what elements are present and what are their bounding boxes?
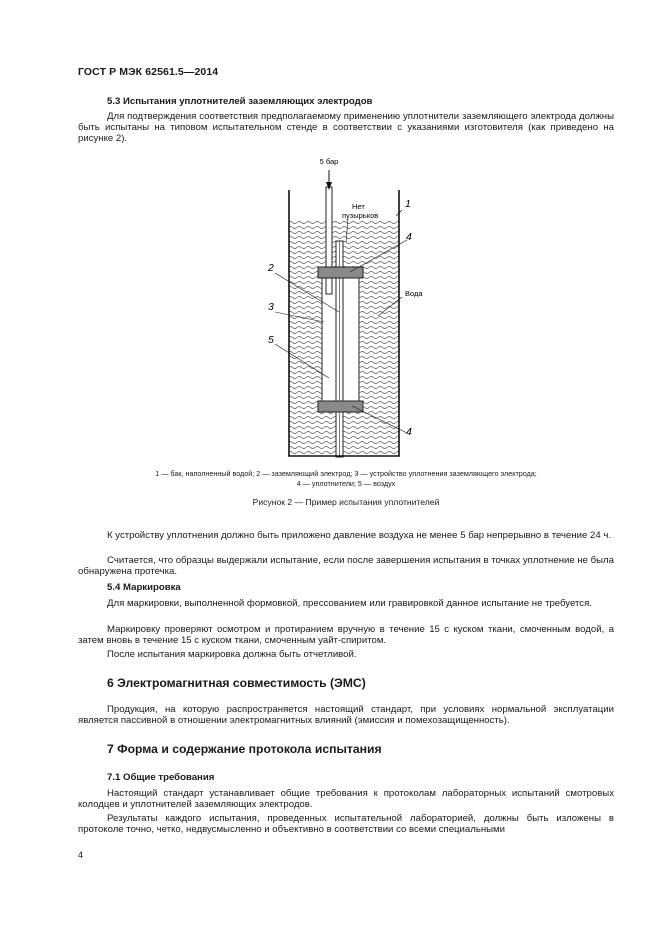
figure-caption-line-2: 4 — уплотнители; 5 — воздух: [296, 479, 396, 488]
section-5-3-paragraph: Для подтверждения соответствия предполагаемому применению уплотнители заземляющего электрода должны быть испытаны на типовом испытательном стенде в соответствии с указаниями изготовителя (как приведено на рисунке 2).: [78, 111, 614, 145]
label-num-5: 5: [268, 334, 274, 346]
section-5-4-paragraph-1: Для маркировки, выполненной формовкой, прессованием или гравировкой данное испытание не требуется.: [107, 598, 592, 609]
paragraph-pressure: К устройству уплотнения должно быть приложено давление воздуха не менее 5 бар непрерывно в течение 24 ч.: [107, 530, 611, 541]
section-5-3-title: 5.3 Испытания уплотнителей заземляющих электродов: [107, 96, 373, 107]
section-5-4-paragraph-3: После испытания маркировка должна быть отчетливой.: [107, 649, 357, 660]
label-water: Вода: [405, 289, 423, 298]
section-7-1-paragraph-1: Настоящий стандарт устанавливает общие требования к протоколам лабораторных испытаний смотровых колодцев и уплотнителей заземляющих электродов.: [78, 788, 614, 811]
section-5-4-title: 5.4 Маркировка: [107, 582, 181, 593]
label-num-2: 2: [268, 262, 274, 274]
test-stand-figure: [255, 150, 455, 465]
section-5-4-paragraph-2: Маркировку проверяют осмотром и протиранием вручную в течение 15 с куском ткани, смоченным водой, а затем вновь в течение 15 с куском ткани, смоченным уайт-спиритом.: [78, 624, 614, 647]
figure-title: Рисунок 2 — Пример испытания уплотнителей: [252, 497, 440, 507]
label-no-bubbles-1: Нет: [352, 202, 365, 211]
document-header: ГОСТ Р МЭК 62561.5—2014: [78, 66, 219, 78]
section-7-1-title: 7.1 Общие требования: [107, 772, 215, 783]
label-num-3: 3: [268, 301, 274, 313]
label-pressure: 5 бар: [319, 157, 339, 166]
section-6-title: 6 Электромагнитная совместимость (ЭМС): [107, 676, 366, 690]
label-num-1: 1: [405, 198, 411, 210]
page-number: 4: [78, 850, 84, 860]
section-6-paragraph: Продукция, на которую распространяется настоящий стандарт, при условиях нормальной эксплуатации является пассивной в отношении электромагнитных влияний (эмиссия и помехозащищенность).: [78, 704, 614, 727]
section-7-title: 7 Форма и содержание протокола испытания: [107, 742, 382, 756]
paragraph-pass-criteria: Считается, что образцы выдержали испытание, если после завершения испытания в точках уплотнение не была обнаружена протечка.: [78, 555, 614, 578]
section-7-1-paragraph-2: Результаты каждого испытания, проведенных испытательной лабораторией, должны быть изложены в протоколе точно, четко, недвусмысленно и объективно в соответствии со всеми специальными: [78, 813, 614, 836]
label-num-4-bottom: 4: [406, 426, 412, 438]
seal-bottom: [318, 401, 363, 412]
figure-caption-line-1: 1 — бак, наполненный водой; 2 — заземляющий электрод; 3 — устройство уплотнения заземляющего электрода;: [155, 469, 537, 478]
label-num-4-top: 4: [406, 231, 412, 243]
label-no-bubbles-2: пузырьков: [342, 211, 379, 220]
